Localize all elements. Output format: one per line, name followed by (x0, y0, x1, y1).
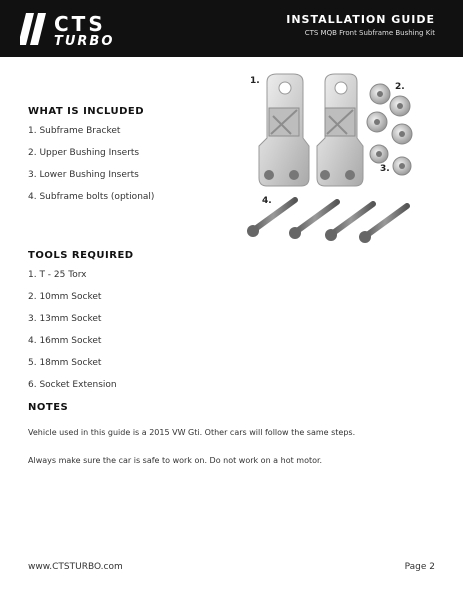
note-line: Always make sure the car is safe to work on. Do not work on a hot motor. (28, 456, 323, 465)
page-header (0, 0, 463, 57)
cts-turbo-logo (20, 9, 180, 49)
guide-subtitle: CTS MQB Front Subframe Bushing Kit (304, 29, 435, 37)
page-number: Page 2 (404, 562, 435, 572)
guide-title: INSTALLATION GUIDE (286, 13, 435, 26)
tool-item: 1. T - 25 Torx (28, 270, 87, 280)
svg-text:CTS: CTS (54, 12, 106, 36)
tool-item: 4. 16mm Socket (28, 336, 102, 346)
included-heading: WHAT IS INCLUDED (28, 106, 145, 117)
svg-text:TURBO: TURBO (54, 34, 115, 49)
tool-item: 6. Socket Extension (28, 380, 117, 390)
included-item: 3. Lower Bushing Inserts (28, 170, 139, 180)
notes-heading: NOTES (28, 402, 69, 413)
photo-label-4: 4. (262, 196, 272, 206)
tool-item: 3. 13mm Socket (28, 314, 102, 324)
included-item: 4. Subframe bolts (optional) (28, 192, 155, 202)
tool-item: 5. 18mm Socket (28, 358, 102, 368)
tool-item: 2. 10mm Socket (28, 292, 102, 302)
kit-parts-photo (245, 68, 450, 248)
tools-heading: TOOLS REQUIRED (28, 250, 134, 261)
included-item: 1. Subframe Bracket (28, 126, 121, 136)
footer-website: www.CTSTURBO.com (28, 562, 123, 572)
included-item: 2. Upper Bushing Inserts (28, 148, 140, 158)
note-line: Vehicle used in this guide is a 2015 VW Gti. Other cars will follow the same steps. (28, 428, 356, 437)
photo-label-2: 2. (395, 82, 405, 92)
photo-label-1: 1. (250, 76, 260, 86)
photo-label-3: 3. (380, 164, 390, 174)
